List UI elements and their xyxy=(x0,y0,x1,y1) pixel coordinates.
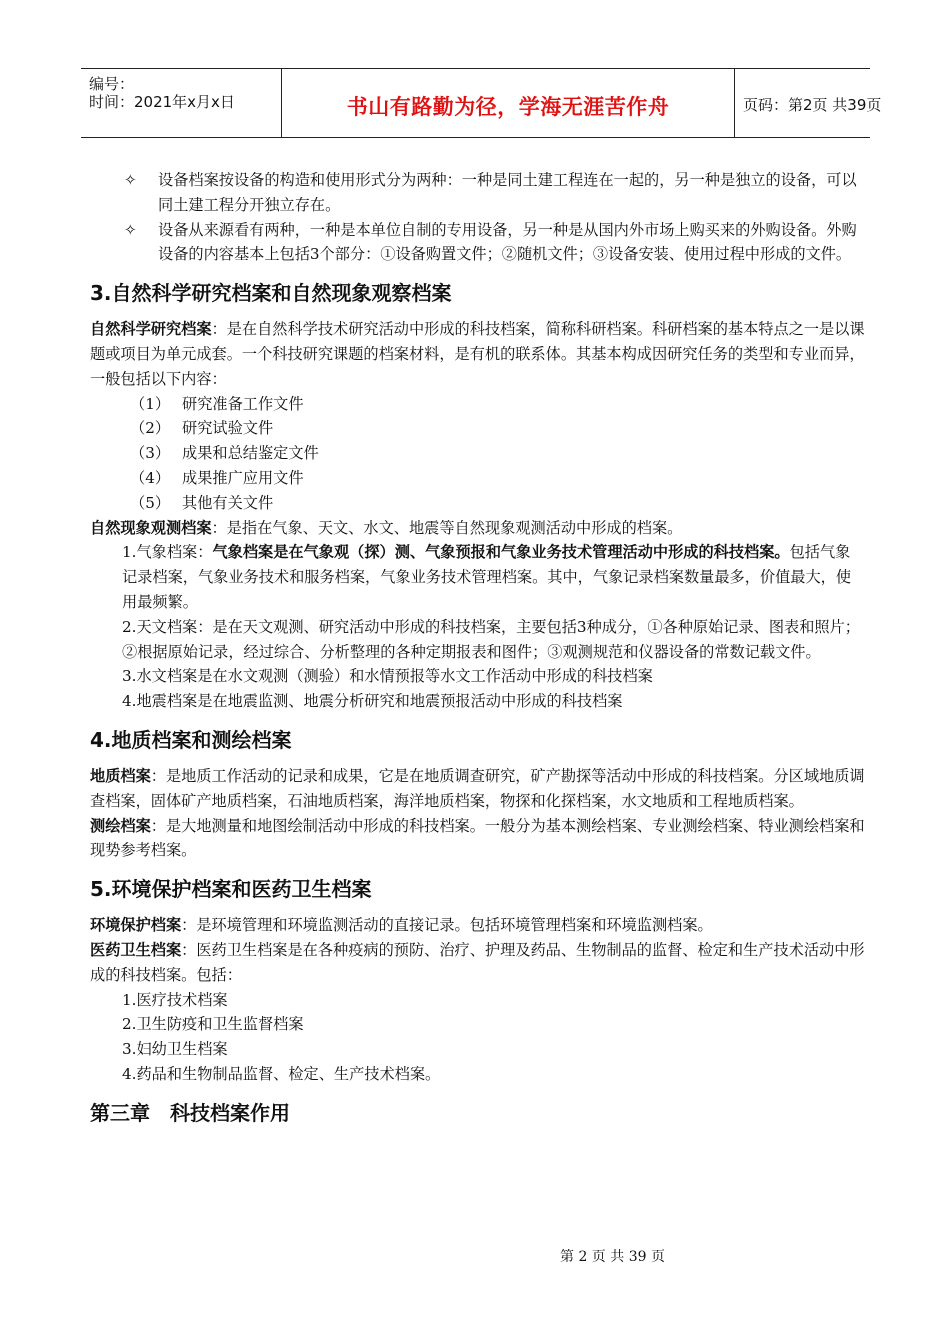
sec4-paragraph-surveying: 测绘档案：是大地测量和地图绘制活动中形成的科技档案。一般分为基本测绘档案、专业测绘档案、特业测绘档案和现势参考档案。 xyxy=(90,816,865,860)
list-item: （1） 研究准备工作文件 xyxy=(130,394,304,413)
header-page-cell xyxy=(735,69,882,137)
doc-number-label: 编号： xyxy=(89,75,135,93)
list-item: 1.气象档案：气象档案是在气象观（探）测、气象预报和气象业务技术管理活动中形成的科技档案。包括气象记录档案，气象业务技术和服务档案，气象业务技术管理档案。其中，气象记录档案数量最多，价值最大，使用最频繁。 xyxy=(122,543,851,611)
bullet-item: ✧ 设备档案按设备的构造和使用形式分为两种：一种是同土建工程连在一起的，另一种是独立的设备，可以同土建工程分开独立存在。 xyxy=(90,168,865,218)
section-4-heading: 4.地质档案和测绘档案 xyxy=(90,727,292,752)
page-footer: 第 2 页 共 39 页 xyxy=(560,1249,665,1265)
document-body xyxy=(90,168,865,1137)
sec5-paragraph-environment: 环境保护档案：是环境管理和环境监测活动的直接记录。包括环境管理档案和环境监测档案。 xyxy=(90,916,713,935)
list-item: 2.天文档案：是在天文观测、研究活动中形成的科技档案，主要包括3种成分，①各种原始记录、图表和照片；②根据原始记录，经过综合、分析整理的各种定期报表和图件；③观测规范和仪器设备的常数记载文件。 xyxy=(122,617,860,661)
list-item: 1.医疗技术档案 xyxy=(122,990,228,1009)
list-item: 2.卫生防疫和卫生监督档案 xyxy=(122,1015,304,1034)
list-item: （5） 其他有关文件 xyxy=(130,493,274,512)
chapter-3-heading: 第三章 科技档案作用 xyxy=(90,1100,290,1125)
section-3-heading: 3.自然科学研究档案和自然现象观察档案 xyxy=(90,281,452,306)
sec5-paragraph-medical: 医药卫生档案：医药卫生档案是在各种疫病的预防、治疗、护理及药品、生物制品的监督、检定和生产技术活动中形成的科技档案。包括： xyxy=(90,940,865,984)
term-label: 自然现象观测档案 xyxy=(90,518,212,537)
bullet-item: ✧ 设备从来源看有两种，一种是本单位自制的专用设备，另一种是从国内外市场上购买来的外购设备。外购设备的内容基本上包括3个部分：①设备购置文件；②随机文件；③设备安装、使用过程中形成的文件。 xyxy=(90,218,865,268)
header-meta-cell xyxy=(81,69,282,137)
header-motto: 书山有路勤为径，学海无涯苦作舟 xyxy=(346,95,670,119)
term-label: 地质档案 xyxy=(90,766,151,785)
header-motto-cell xyxy=(282,69,735,137)
list-item: （3） 成果和总结鉴定文件 xyxy=(130,444,319,463)
page-header xyxy=(81,68,882,138)
list-item: （2） 研究试验文件 xyxy=(130,419,274,438)
sec4-paragraph-geology: 地质档案：是地质工作活动的记录和成果，它是在地质调查研究，矿产勘探等活动中形成的科技档案。分区域地质调查档案，固体矿产地质档案，石油地质档案，海洋地质档案，物探和化探档案，水文地质和工程地质档案。 xyxy=(90,766,865,810)
diamond-bullet-icon: ✧ xyxy=(124,171,137,189)
list-item: 3.水文档案是在水文观测（测验）和水情预报等水文工作活动中形成的科技档案 xyxy=(122,667,653,686)
sec3-paragraph-research: 自然科学研究档案：是在自然科学技术研究活动中形成的科技档案，简称科研档案。科研档案的基本特点之一是以课题或项目为单元成套。一个科技研究课题的档案材料，是有机的联系体。其基本构成因研究任务的类型和专业而异，一般包括以下内容： xyxy=(90,320,865,388)
section-5-heading: 5.环境保护档案和医药卫生档案 xyxy=(90,877,372,902)
header-page-info: 页码：第2页 共39页 xyxy=(743,96,882,114)
term-label: 自然科学研究档案 xyxy=(90,320,212,339)
term-label: 医药卫生档案 xyxy=(90,940,182,959)
term-label: 环境保护档案 xyxy=(90,916,182,935)
doc-date-label: 时间：2021年x月x日 xyxy=(89,93,235,111)
diamond-bullet-icon: ✧ xyxy=(124,220,137,239)
list-item: 4.药品和生物制品监督、检定、生产技术档案。 xyxy=(122,1064,441,1083)
list-item: 3.妇幼卫生档案 xyxy=(122,1040,228,1059)
term-label: 测绘档案 xyxy=(90,816,151,835)
sec3-paragraph-observation: 自然现象观测档案：是指在气象、天文、水文、地震等自然现象观测活动中形成的档案。 xyxy=(90,518,683,537)
list-item: 4.地震档案是在地震监测、地震分析研究和地震预报活动中形成的科技档案 xyxy=(122,692,623,711)
list-item: （4） 成果推广应用文件 xyxy=(130,468,304,487)
